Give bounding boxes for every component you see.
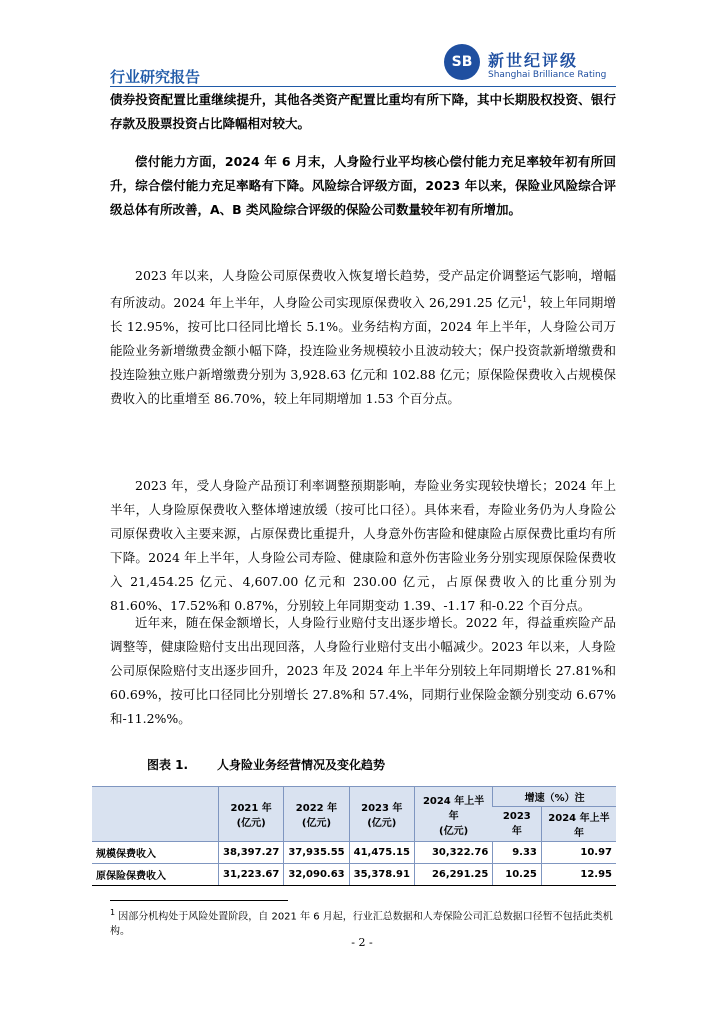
col-header-growth: 增速（%）注	[493, 787, 616, 807]
cell-value: 10.97	[541, 842, 616, 864]
figure-title: 人身险业务经营情况及变化趋势	[217, 758, 386, 772]
footnote	[110, 905, 616, 939]
cell-value: 31,223.67	[219, 864, 284, 886]
col-header-2022: 2022 年 (亿元)	[284, 787, 349, 842]
page-number: - 2 -	[351, 936, 373, 949]
header-divider	[110, 86, 616, 87]
premium-text-a: 2023 年以来，人身险公司原保费收入恢复增长趋势，受产品定价调整运气影响，增幅有所波动。2024 年上半年，人身险公司实现原保费收入 26,291.25 亿元	[110, 268, 616, 311]
col-header-growth-2024h1: 2024 年上半年	[541, 807, 616, 842]
row-label: 原保险保费收入	[92, 864, 219, 886]
cell-value: 41,475.15	[349, 842, 414, 864]
paragraph-claims: 近年来，随在保金额增长，人身险行业赔付支出逐步增长。2022 年，得益重疾险产品调整等，健康险赔付支出出现回落，人身险行业赔付支出小幅减少。2023 年以来，人身险公司原保险赔付支出逐步回升，2023 年及 2024 年上半年分别较上年同期增长 27.81%和 60.69%，按可比口径同比分别增长 27.8%和 57.4%，同期行业保险金额分别变动 6.67%和-11.2%%。	[110, 615, 616, 726]
footnote-text: 因部分机构处于风险处置阶段，自 2021 年 6 月起，行业汇总数据和人寿保险公司汇总数据口径暂不包括此类机构。	[110, 911, 613, 938]
cell-value: 9.33	[493, 842, 542, 864]
brand-name-en: Shanghai Brilliance Rating	[488, 70, 607, 80]
col-header-2021: 2021 年 (亿元)	[219, 787, 284, 842]
cell-value: 26,291.25	[414, 864, 492, 886]
table-corner	[92, 787, 219, 842]
paragraph-premium-income	[110, 264, 616, 411]
col-header-2023: 2023 年 (亿元)	[349, 787, 414, 842]
paragraph-asset-allocation: 债券投资配置比重继续提升，其他各类资产配置比重均有所下降，其中长期股权投资、银行存款及股票投资占比降幅相对较大。	[110, 92, 616, 131]
cell-value: 35,378.91	[349, 864, 414, 886]
cell-value: 37,935.55	[284, 842, 349, 864]
footnote-mark: 1	[110, 908, 116, 917]
paragraph-business-lines: 2023 年，受人身险产品预订利率调整预期影响，寿险业务实现较快增长；2024 年上半年，人身险原保费收入整体增速放缓（按可比口径）。具体来看，寿险业务仍为人身险公司原保费收入主要来源，占原保费比重提升，人身意外伤害险和健康险占原保费比重均有所下降。2024 年上半年，人身险公司寿险、健康险和意外伤害险业务分别实现原保险保费收入 21,454.25 亿元、4,607.00 亿元和 230.00 亿元，占原保费收入的比重分别为 81.60%、17.52%和 0.87%，分别较上年同期变动 1.39、-1.17 和-0.22 个百分点。	[110, 478, 616, 613]
logo-mark: SB	[451, 54, 473, 70]
table-row	[92, 864, 616, 886]
row-label: 规模保费收入	[92, 842, 219, 864]
table-row	[92, 842, 616, 864]
cell-value: 12.95	[541, 864, 616, 886]
cell-value: 30,322.76	[414, 842, 492, 864]
cell-value: 32,090.63	[284, 864, 349, 886]
cell-value: 38,397.27	[219, 842, 284, 864]
premium-text-b: ，较上年同期增长 12.95%，按可比口径同比增长 5.1%。业务结构方面，2024 年上半年，人身险公司万能险业务新增缴费金额小幅下降，投连险业务规模较小且波动较大；保户投资款新增缴费和投连险独立账户新增缴费分别为 3,928.63 亿元和 102.88 亿元；原保险保费收入占规模保费收入的比重增至 86.70%，较上年同期增加 1.53 个百分点。	[110, 295, 616, 407]
figure-label: 图表 1.	[147, 758, 189, 772]
brand-logo-icon	[444, 44, 480, 80]
paragraph-solvency: 偿付能力方面，2024 年 6 月末，人身险行业平均核心偿付能力充足率较年初有所回升，综合偿付能力充足率略有下降。风险综合评级方面，2023 年以来，保险业风险综合评级总体有所改善，A、B 类风险综合评级的保险公司数量较年初有所增加。	[110, 154, 616, 217]
col-header-2024h1: 2024 年上半年 (亿元)	[414, 787, 492, 842]
cell-value: 10.25	[493, 864, 542, 886]
col-header-growth-2023: 2023 年	[493, 807, 542, 842]
report-type-title: 行业研究报告	[110, 68, 201, 86]
business-table	[92, 786, 616, 886]
footnote-ref[interactable]: 1	[522, 295, 528, 304]
footnote-divider	[110, 900, 288, 901]
brand-name-cn: 新世纪评级	[488, 51, 579, 70]
